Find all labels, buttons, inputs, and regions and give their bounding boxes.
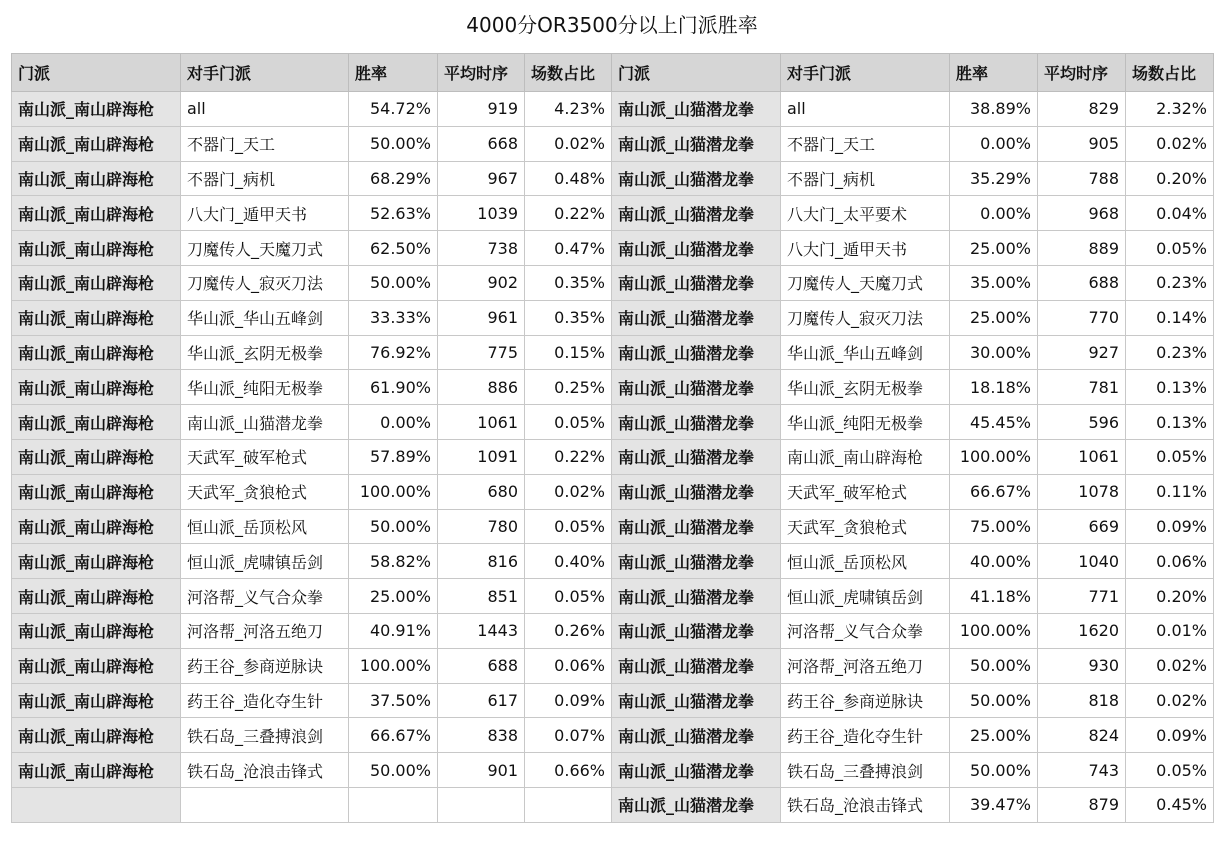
school-cell-right: 南山派_山猫潜龙拳: [612, 196, 781, 231]
winrate-cell-right: 50.00%: [950, 648, 1038, 683]
winrate-cell-left: 100.00%: [349, 474, 438, 509]
table-row: [12, 613, 1214, 648]
avg-time-cell-right: 1620: [1038, 613, 1126, 648]
school-cell-right: 南山派_山猫潜龙拳: [612, 753, 781, 788]
winrate-cell-right: 25.00%: [950, 300, 1038, 335]
match-share-cell-right: 0.02%: [1126, 683, 1214, 718]
avg-time-cell-left: 961: [438, 300, 525, 335]
match-share-cell-right: 0.09%: [1126, 718, 1214, 753]
opponent-cell-left: 天武军_贪狼枪式: [181, 474, 349, 509]
winrate-cell-right: 100.00%: [950, 439, 1038, 474]
opponent-cell-left: 铁石岛_三叠搏浪剑: [181, 718, 349, 753]
match-share-cell-right: 0.11%: [1126, 474, 1214, 509]
winrate-cell-right: 25.00%: [950, 231, 1038, 266]
match-share-cell-right: 0.02%: [1126, 648, 1214, 683]
avg-time-cell-left: 1091: [438, 439, 525, 474]
school-cell-right: 南山派_山猫潜龙拳: [612, 579, 781, 614]
avg-time-cell-right: 905: [1038, 126, 1126, 161]
opponent-cell-left: 八大门_遁甲天书: [181, 196, 349, 231]
school-cell-right: 南山派_山猫潜龙拳: [612, 405, 781, 440]
opponent-cell-right: 恒山派_岳顶松风: [781, 544, 950, 579]
match-share-cell-left: 0.35%: [525, 300, 612, 335]
header-col-match-share-right: 场数占比: [1126, 54, 1214, 92]
school-cell-left: [12, 787, 181, 822]
avg-time-cell-left: 1039: [438, 196, 525, 231]
winrate-cell-right: 39.47%: [950, 787, 1038, 822]
avg-time-cell-right: 596: [1038, 405, 1126, 440]
school-cell-left: 南山派_南山辟海枪: [12, 683, 181, 718]
school-cell-left: 南山派_南山辟海枪: [12, 544, 181, 579]
header-col-winrate-left: 胜率: [349, 54, 438, 92]
avg-time-cell-left: 738: [438, 231, 525, 266]
winrate-cell-left: 100.00%: [349, 648, 438, 683]
table-row: [12, 474, 1214, 509]
opponent-cell-right: 刀魔传人_天魔刀式: [781, 265, 950, 300]
winrate-cell-right: 0.00%: [950, 126, 1038, 161]
avg-time-cell-right: 770: [1038, 300, 1126, 335]
opponent-cell-left: 天武军_破军枪式: [181, 439, 349, 474]
school-cell-right: 南山派_山猫潜龙拳: [612, 161, 781, 196]
avg-time-cell-right: 879: [1038, 787, 1126, 822]
school-cell-right: 南山派_山猫潜龙拳: [612, 231, 781, 266]
school-cell-right: 南山派_山猫潜龙拳: [612, 787, 781, 822]
table-body: [12, 92, 1214, 823]
avg-time-cell-left: [438, 787, 525, 822]
header-col-avg-time-right: 平均时序: [1038, 54, 1126, 92]
opponent-cell-left: 药王谷_造化夺生针: [181, 683, 349, 718]
match-share-cell-left: 0.09%: [525, 683, 612, 718]
match-share-cell-left: 0.05%: [525, 509, 612, 544]
opponent-cell-right: 刀魔传人_寂灭刀法: [781, 300, 950, 335]
table-row: [12, 231, 1214, 266]
opponent-cell-left: 恒山派_虎啸镇岳剑: [181, 544, 349, 579]
school-cell-right: 南山派_山猫潜龙拳: [612, 265, 781, 300]
table-row: [12, 161, 1214, 196]
avg-time-cell-left: 680: [438, 474, 525, 509]
header-row: [12, 54, 1214, 92]
header-col-school-right: 门派: [612, 54, 781, 92]
winrate-cell-right: 50.00%: [950, 683, 1038, 718]
winrate-cell-left: 50.00%: [349, 753, 438, 788]
avg-time-cell-right: 781: [1038, 370, 1126, 405]
opponent-cell-right: 华山派_纯阳无极拳: [781, 405, 950, 440]
winrate-cell-right: 38.89%: [950, 92, 1038, 127]
school-cell-right: 南山派_山猫潜龙拳: [612, 648, 781, 683]
winrate-cell-left: [349, 787, 438, 822]
match-share-cell-left: 0.40%: [525, 544, 612, 579]
school-cell-left: 南山派_南山辟海枪: [12, 509, 181, 544]
match-share-cell-left: 0.02%: [525, 474, 612, 509]
opponent-cell-right: 恒山派_虎啸镇岳剑: [781, 579, 950, 614]
table-row: [12, 335, 1214, 370]
match-share-cell-right: 0.23%: [1126, 335, 1214, 370]
avg-time-cell-right: 927: [1038, 335, 1126, 370]
opponent-cell-left: 药王谷_参商逆脉诀: [181, 648, 349, 683]
avg-time-cell-left: 775: [438, 335, 525, 370]
school-cell-left: 南山派_南山辟海枪: [12, 370, 181, 405]
match-share-cell-right: 0.45%: [1126, 787, 1214, 822]
avg-time-cell-left: 919: [438, 92, 525, 127]
winrate-cell-right: 35.29%: [950, 161, 1038, 196]
opponent-cell-left: 不器门_病机: [181, 161, 349, 196]
table-row: [12, 648, 1214, 683]
match-share-cell-right: 0.14%: [1126, 300, 1214, 335]
match-share-cell-left: 0.02%: [525, 126, 612, 161]
avg-time-cell-left: 1443: [438, 613, 525, 648]
opponent-cell-right: all: [781, 92, 950, 127]
winrate-cell-right: 25.00%: [950, 718, 1038, 753]
match-share-cell-right: 0.02%: [1126, 126, 1214, 161]
table-row: [12, 544, 1214, 579]
school-cell-left: 南山派_南山辟海枪: [12, 405, 181, 440]
school-cell-right: 南山派_山猫潜龙拳: [612, 92, 781, 127]
school-cell-left: 南山派_南山辟海枪: [12, 335, 181, 370]
winrate-cell-right: 41.18%: [950, 579, 1038, 614]
avg-time-cell-left: 816: [438, 544, 525, 579]
opponent-cell-right: 华山派_华山五峰剑: [781, 335, 950, 370]
avg-time-cell-left: 617: [438, 683, 525, 718]
winrate-cell-right: 50.00%: [950, 753, 1038, 788]
school-cell-left: 南山派_南山辟海枪: [12, 474, 181, 509]
match-share-cell-left: 0.22%: [525, 439, 612, 474]
opponent-cell-right: 八大门_太平要术: [781, 196, 950, 231]
winrate-cell-right: 35.00%: [950, 265, 1038, 300]
match-share-cell-right: 0.06%: [1126, 544, 1214, 579]
match-share-cell-left: [525, 787, 612, 822]
avg-time-cell-right: 771: [1038, 579, 1126, 614]
avg-time-cell-left: 886: [438, 370, 525, 405]
table-row: [12, 439, 1214, 474]
opponent-cell-right: 不器门_天工: [781, 126, 950, 161]
school-cell-left: 南山派_南山辟海枪: [12, 231, 181, 266]
avg-time-cell-left: 688: [438, 648, 525, 683]
avg-time-cell-left: 668: [438, 126, 525, 161]
avg-time-cell-left: 1061: [438, 405, 525, 440]
school-cell-left: 南山派_南山辟海枪: [12, 265, 181, 300]
match-share-cell-left: 0.48%: [525, 161, 612, 196]
winrate-cell-left: 57.89%: [349, 439, 438, 474]
opponent-cell-left: 铁石岛_沧浪击锋式: [181, 753, 349, 788]
winrate-cell-right: 40.00%: [950, 544, 1038, 579]
winrate-cell-left: 58.82%: [349, 544, 438, 579]
avg-time-cell-right: 1040: [1038, 544, 1126, 579]
table-row: [12, 509, 1214, 544]
school-cell-right: 南山派_山猫潜龙拳: [612, 683, 781, 718]
opponent-cell-left: 河洛帮_义气合众拳: [181, 579, 349, 614]
school-cell-left: 南山派_南山辟海枪: [12, 579, 181, 614]
header-col-match-share-left: 场数占比: [525, 54, 612, 92]
school-cell-right: 南山派_山猫潜龙拳: [612, 718, 781, 753]
header-col-opponent-right: 对手门派: [781, 54, 950, 92]
opponent-cell-right: 铁石岛_沧浪击锋式: [781, 787, 950, 822]
winrate-cell-left: 37.50%: [349, 683, 438, 718]
match-share-cell-right: 0.23%: [1126, 265, 1214, 300]
school-cell-left: 南山派_南山辟海枪: [12, 300, 181, 335]
table-row: [12, 579, 1214, 614]
opponent-cell-right: 药王谷_参商逆脉诀: [781, 683, 950, 718]
avg-time-cell-left: 967: [438, 161, 525, 196]
match-share-cell-right: 0.20%: [1126, 161, 1214, 196]
header-col-school-left: 门派: [12, 54, 181, 92]
opponent-cell-right: 药王谷_造化夺生针: [781, 718, 950, 753]
winrate-cell-left: 62.50%: [349, 231, 438, 266]
school-cell-left: 南山派_南山辟海枪: [12, 648, 181, 683]
opponent-cell-left: 华山派_纯阳无极拳: [181, 370, 349, 405]
match-share-cell-left: 4.23%: [525, 92, 612, 127]
avg-time-cell-right: 829: [1038, 92, 1126, 127]
school-cell-left: 南山派_南山辟海枪: [12, 161, 181, 196]
avg-time-cell-left: 780: [438, 509, 525, 544]
opponent-cell-left: 河洛帮_河洛五绝刀: [181, 613, 349, 648]
winrate-cell-right: 66.67%: [950, 474, 1038, 509]
winrate-cell-left: 66.67%: [349, 718, 438, 753]
school-cell-right: 南山派_山猫潜龙拳: [612, 335, 781, 370]
winrate-cell-right: 45.45%: [950, 405, 1038, 440]
school-cell-right: 南山派_山猫潜龙拳: [612, 544, 781, 579]
opponent-cell-left: 不器门_天工: [181, 126, 349, 161]
table-row: [12, 265, 1214, 300]
avg-time-cell-right: 1078: [1038, 474, 1126, 509]
opponent-cell-left: 刀魔传人_寂灭刀法: [181, 265, 349, 300]
avg-time-cell-right: 818: [1038, 683, 1126, 718]
match-share-cell-right: 0.01%: [1126, 613, 1214, 648]
winrate-cell-right: 100.00%: [950, 613, 1038, 648]
winrate-cell-left: 40.91%: [349, 613, 438, 648]
school-cell-left: 南山派_南山辟海枪: [12, 753, 181, 788]
winrate-cell-right: 30.00%: [950, 335, 1038, 370]
match-share-cell-right: 2.32%: [1126, 92, 1214, 127]
header-col-winrate-right: 胜率: [950, 54, 1038, 92]
opponent-cell-right: 铁石岛_三叠搏浪剑: [781, 753, 950, 788]
opponent-cell-right: 河洛帮_义气合众拳: [781, 613, 950, 648]
avg-time-cell-right: 968: [1038, 196, 1126, 231]
opponent-cell-right: 天武军_贪狼枪式: [781, 509, 950, 544]
match-share-cell-right: 0.05%: [1126, 439, 1214, 474]
opponent-cell-right: 河洛帮_河洛五绝刀: [781, 648, 950, 683]
table-row: [12, 753, 1214, 788]
school-cell-right: 南山派_山猫潜龙拳: [612, 613, 781, 648]
school-cell-right: 南山派_山猫潜龙拳: [612, 474, 781, 509]
opponent-cell-left: 华山派_华山五峰剑: [181, 300, 349, 335]
winrate-cell-left: 68.29%: [349, 161, 438, 196]
table-row: [12, 196, 1214, 231]
winrate-cell-left: 50.00%: [349, 509, 438, 544]
match-share-cell-left: 0.35%: [525, 265, 612, 300]
table-row: [12, 300, 1214, 335]
school-cell-right: 南山派_山猫潜龙拳: [612, 126, 781, 161]
match-share-cell-left: 0.66%: [525, 753, 612, 788]
avg-time-cell-right: 669: [1038, 509, 1126, 544]
match-share-cell-left: 0.22%: [525, 196, 612, 231]
avg-time-cell-right: 824: [1038, 718, 1126, 753]
match-share-cell-left: 0.15%: [525, 335, 612, 370]
avg-time-cell-right: 743: [1038, 753, 1126, 788]
match-share-cell-right: 0.05%: [1126, 231, 1214, 266]
avg-time-cell-left: 901: [438, 753, 525, 788]
match-share-cell-right: 0.13%: [1126, 370, 1214, 405]
winrate-cell-left: 50.00%: [349, 265, 438, 300]
match-share-cell-left: 0.06%: [525, 648, 612, 683]
winrate-cell-left: 33.33%: [349, 300, 438, 335]
winrate-cell-right: 18.18%: [950, 370, 1038, 405]
school-cell-left: 南山派_南山辟海枪: [12, 92, 181, 127]
table-row: [12, 126, 1214, 161]
opponent-cell-left: 华山派_玄阴无极拳: [181, 335, 349, 370]
school-cell-right: 南山派_山猫潜龙拳: [612, 370, 781, 405]
match-share-cell-right: 0.09%: [1126, 509, 1214, 544]
winrate-cell-left: 61.90%: [349, 370, 438, 405]
school-cell-right: 南山派_山猫潜龙拳: [612, 439, 781, 474]
opponent-cell-right: 八大门_遁甲天书: [781, 231, 950, 266]
table-row: [12, 92, 1214, 127]
winrate-cell-left: 52.63%: [349, 196, 438, 231]
avg-time-cell-left: 902: [438, 265, 525, 300]
match-share-cell-left: 0.25%: [525, 370, 612, 405]
table-row: [12, 405, 1214, 440]
school-cell-left: 南山派_南山辟海枪: [12, 196, 181, 231]
opponent-cell-left: 南山派_山猫潜龙拳: [181, 405, 349, 440]
school-cell-left: 南山派_南山辟海枪: [12, 613, 181, 648]
avg-time-cell-right: 688: [1038, 265, 1126, 300]
header-col-avg-time-left: 平均时序: [438, 54, 525, 92]
avg-time-cell-right: 889: [1038, 231, 1126, 266]
school-cell-left: 南山派_南山辟海枪: [12, 126, 181, 161]
opponent-cell-right: 华山派_玄阴无极拳: [781, 370, 950, 405]
school-cell-left: 南山派_南山辟海枪: [12, 718, 181, 753]
match-share-cell-right: 0.20%: [1126, 579, 1214, 614]
opponent-cell-left: [181, 787, 349, 822]
table-row: [12, 683, 1214, 718]
table-row: [12, 787, 1214, 822]
avg-time-cell-right: 788: [1038, 161, 1126, 196]
winrate-cell-left: 0.00%: [349, 405, 438, 440]
avg-time-cell-left: 851: [438, 579, 525, 614]
match-share-cell-left: 0.07%: [525, 718, 612, 753]
opponent-cell-right: 天武军_破军枪式: [781, 474, 950, 509]
avg-time-cell-right: 1061: [1038, 439, 1126, 474]
avg-time-cell-left: 838: [438, 718, 525, 753]
school-cell-right: 南山派_山猫潜龙拳: [612, 300, 781, 335]
header-col-opponent-left: 对手门派: [181, 54, 349, 92]
opponent-cell-right: 不器门_病机: [781, 161, 950, 196]
table-row: [12, 370, 1214, 405]
table-title: 4000分OR3500分以上门派胜率: [466, 13, 758, 37]
table-row: [12, 718, 1214, 753]
match-share-cell-left: 0.26%: [525, 613, 612, 648]
opponent-cell-left: 刀魔传人_天魔刀式: [181, 231, 349, 266]
match-share-cell-left: 0.05%: [525, 405, 612, 440]
winrate-cell-left: 54.72%: [349, 92, 438, 127]
match-share-cell-right: 0.13%: [1126, 405, 1214, 440]
opponent-cell-left: all: [181, 92, 349, 127]
winrate-cell-left: 76.92%: [349, 335, 438, 370]
match-share-cell-left: 0.47%: [525, 231, 612, 266]
school-cell-left: 南山派_南山辟海枪: [12, 439, 181, 474]
winrate-cell-right: 75.00%: [950, 509, 1038, 544]
opponent-cell-left: 恒山派_岳顶松风: [181, 509, 349, 544]
avg-time-cell-right: 930: [1038, 648, 1126, 683]
match-share-cell-right: 0.04%: [1126, 196, 1214, 231]
winrate-cell-left: 50.00%: [349, 126, 438, 161]
match-share-cell-left: 0.05%: [525, 579, 612, 614]
winrate-cell-left: 25.00%: [349, 579, 438, 614]
winrate-table: [11, 53, 1214, 823]
school-cell-right: 南山派_山猫潜龙拳: [612, 509, 781, 544]
opponent-cell-right: 南山派_南山辟海枪: [781, 439, 950, 474]
winrate-cell-right: 0.00%: [950, 196, 1038, 231]
match-share-cell-right: 0.05%: [1126, 753, 1214, 788]
